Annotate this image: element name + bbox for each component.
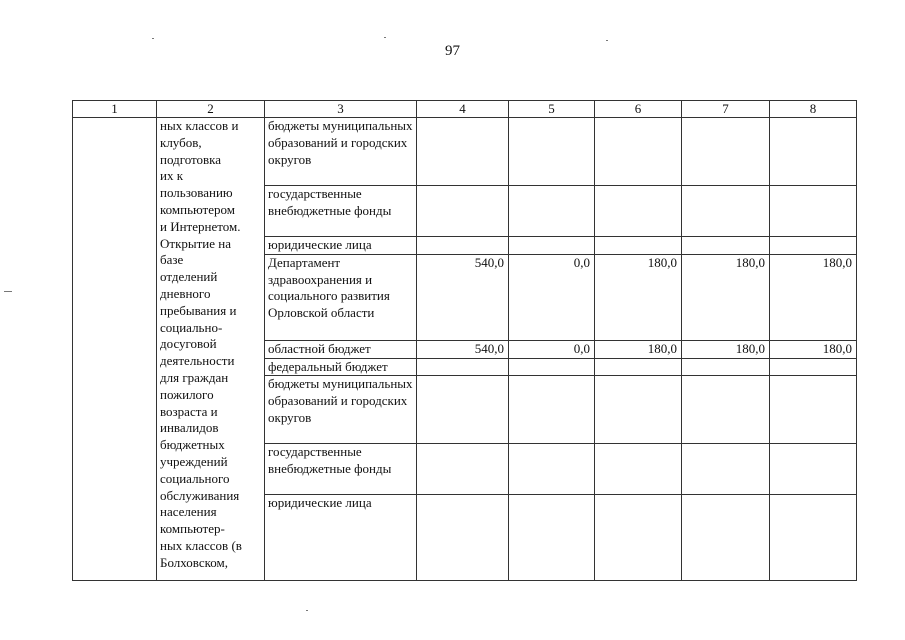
funding-source-cell: областной бюджет <box>265 340 417 358</box>
value-cell: 0,0 <box>509 254 595 340</box>
value-cell <box>770 186 857 237</box>
funding-source-cell: государственные внебюджетные фонды <box>265 444 417 495</box>
value-cell <box>770 495 857 581</box>
header-col-2: 2 <box>157 101 265 118</box>
description-line: досуговой <box>160 336 217 352</box>
header-col-3: 3 <box>265 101 417 118</box>
value-cell: 180,0 <box>770 340 857 358</box>
value-cell <box>509 376 595 444</box>
value-cell <box>509 237 595 255</box>
description-cell <box>157 118 265 581</box>
value-cell: 540,0 <box>417 340 509 358</box>
value-cell <box>417 495 509 581</box>
scan-speck <box>4 291 12 292</box>
description-line: инвалидов <box>160 420 219 436</box>
description-line: обслуживания <box>160 487 240 503</box>
value-cell <box>417 237 509 255</box>
scan-speck <box>306 610 308 611</box>
description-line: подготовка <box>160 151 222 167</box>
header-row <box>73 101 857 118</box>
value-cell <box>682 186 770 237</box>
budget-table <box>72 100 857 581</box>
number-cell <box>73 118 157 581</box>
value-cell <box>595 358 682 376</box>
header-col-5: 5 <box>509 101 595 118</box>
value-cell: 180,0 <box>682 254 770 340</box>
value-cell: 540,0 <box>417 254 509 340</box>
funding-source-cell: бюджеты муниципальных образований и городских округов <box>265 376 417 444</box>
value-cell <box>595 186 682 237</box>
value-cell <box>509 495 595 581</box>
value-cell: 180,0 <box>770 254 857 340</box>
value-cell <box>595 237 682 255</box>
value-cell: 180,0 <box>682 340 770 358</box>
scan-speck <box>152 38 154 39</box>
description-line: социального <box>160 470 230 486</box>
description-line: для граждан <box>160 369 229 385</box>
value-cell <box>417 444 509 495</box>
table-row <box>73 118 857 186</box>
value-cell <box>770 444 857 495</box>
description-line: их к <box>160 168 184 184</box>
description-line: возраста и <box>160 403 218 419</box>
value-cell <box>770 118 857 186</box>
funding-source-cell: федеральный бюджет <box>265 358 417 376</box>
value-cell <box>682 376 770 444</box>
description-line: ных классов и <box>160 118 239 133</box>
value-cell <box>770 376 857 444</box>
funding-source-cell: бюджеты муниципальных образований и городских округов <box>265 118 417 186</box>
description-line: и Интернетом. <box>160 218 241 234</box>
description-line: базе <box>160 252 184 268</box>
description-line: пребывания и <box>160 302 237 318</box>
funding-source-cell: юридические лица <box>265 495 417 581</box>
value-cell: 0,0 <box>509 340 595 358</box>
value-cell <box>682 495 770 581</box>
header-col-4: 4 <box>417 101 509 118</box>
value-cell <box>682 358 770 376</box>
description-line: бюджетных <box>160 437 225 453</box>
page-number: 97 <box>445 43 460 59</box>
header-col-7: 7 <box>682 101 770 118</box>
value-cell <box>417 376 509 444</box>
description-line: дневного <box>160 285 211 301</box>
value-cell: 180,0 <box>595 340 682 358</box>
value-cell <box>509 186 595 237</box>
description-line: пользованию <box>160 185 233 201</box>
description-line: пожилого <box>160 386 214 402</box>
description-line: компьютером <box>160 201 235 217</box>
funding-source-cell: государственные внебюджетные фонды <box>265 186 417 237</box>
description-line: Открытие на <box>160 235 232 251</box>
description-line: ных классов (в <box>160 537 242 553</box>
value-cell <box>417 118 509 186</box>
description-line: Болховском, <box>160 554 229 570</box>
description-line: социально- <box>160 319 223 335</box>
value-cell <box>417 186 509 237</box>
description-line: учреждений <box>160 453 228 469</box>
description-line: деятельности <box>160 353 235 369</box>
value-cell: 180,0 <box>595 254 682 340</box>
value-cell <box>509 118 595 186</box>
value-cell <box>595 118 682 186</box>
value-cell <box>770 358 857 376</box>
funding-source-cell: юридические лица <box>265 237 417 255</box>
description-line: отделений <box>160 269 218 285</box>
scan-speck <box>384 37 386 38</box>
value-cell <box>595 444 682 495</box>
header-col-6: 6 <box>595 101 682 118</box>
funding-source-cell: Департамент здравоохранения и социального развития Орловской области <box>265 254 417 340</box>
value-cell <box>509 358 595 376</box>
value-cell <box>595 376 682 444</box>
value-cell <box>509 444 595 495</box>
value-cell <box>417 358 509 376</box>
description-line: населения <box>160 504 217 520</box>
value-cell <box>595 495 682 581</box>
description-line: компьютер- <box>160 521 225 537</box>
value-cell <box>682 237 770 255</box>
header-col-1: 1 <box>73 101 157 118</box>
value-cell <box>770 237 857 255</box>
value-cell <box>682 118 770 186</box>
description-line: клубов, <box>160 134 202 150</box>
scan-speck <box>606 40 608 41</box>
value-cell <box>682 444 770 495</box>
header-col-8: 8 <box>770 101 857 118</box>
